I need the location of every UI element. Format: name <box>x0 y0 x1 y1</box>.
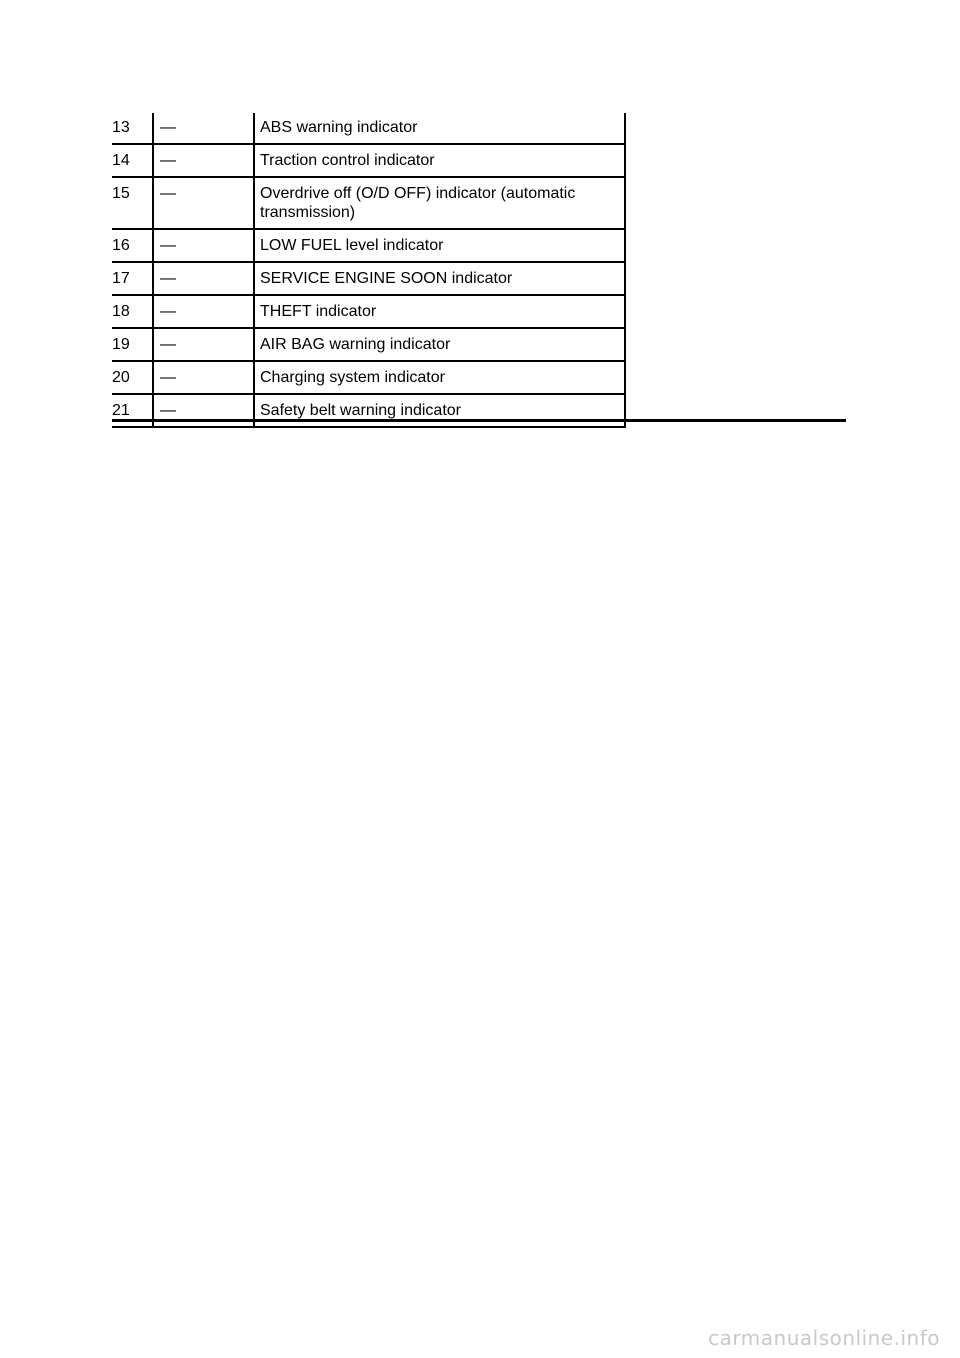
item-dash: — <box>153 144 254 177</box>
item-number: 14 <box>112 144 153 177</box>
table-row <box>112 177 625 229</box>
table-row <box>112 394 625 427</box>
item-number: 16 <box>112 229 153 262</box>
watermark-text: carmanualsonline.info <box>708 1326 940 1350</box>
item-description: Charging system indicator <box>254 361 625 394</box>
item-dash: — <box>153 177 254 229</box>
item-number: 15 <box>112 177 153 229</box>
item-dash: — <box>153 328 254 361</box>
item-description: AIR BAG warning indicator <box>254 328 625 361</box>
item-description: Safety belt warning indicator <box>254 394 625 427</box>
table-row <box>112 295 625 328</box>
item-description: ABS warning indicator <box>254 113 625 144</box>
item-number: 13 <box>112 113 153 144</box>
table-row <box>112 361 625 394</box>
item-dash: — <box>153 361 254 394</box>
item-number: 20 <box>112 361 153 394</box>
table-row <box>112 328 625 361</box>
table-row <box>112 229 625 262</box>
item-description: SERVICE ENGINE SOON indicator <box>254 262 625 295</box>
item-description: THEFT indicator <box>254 295 625 328</box>
item-description: Traction control indicator <box>254 144 625 177</box>
indicator-legend-table <box>112 113 626 428</box>
table-row <box>112 262 625 295</box>
item-number: 17 <box>112 262 153 295</box>
item-number: 21 <box>112 394 153 427</box>
item-dash: — <box>153 394 254 427</box>
horizontal-divider <box>112 419 846 422</box>
item-dash: — <box>153 113 254 144</box>
item-dash: — <box>153 262 254 295</box>
item-number: 19 <box>112 328 153 361</box>
item-description: LOW FUEL level indicator <box>254 229 625 262</box>
item-description: Overdrive off (O/D OFF) indicator (automatic transmission) <box>254 177 625 229</box>
table-row <box>112 144 625 177</box>
table-row <box>112 113 625 144</box>
item-number: 18 <box>112 295 153 328</box>
item-dash: — <box>153 229 254 262</box>
item-dash: — <box>153 295 254 328</box>
